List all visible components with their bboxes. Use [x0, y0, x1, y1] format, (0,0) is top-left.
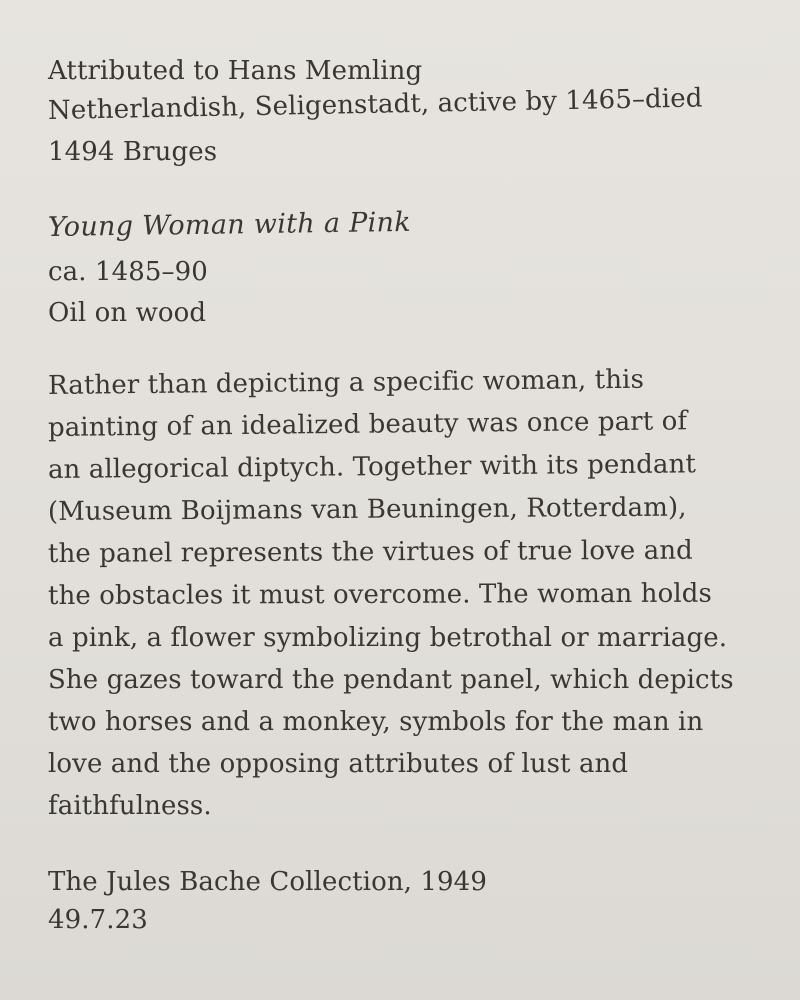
credit-line: The Jules Bache Collection, 1949	[48, 867, 487, 897]
description-line: two horses and a monkey, symbols for the man in	[48, 707, 704, 737]
artist-name: Attributed to Hans Memling	[48, 56, 423, 86]
description-line: (Museum Boijmans van Beuningen, Rotterdam),	[47, 492, 687, 527]
artwork-medium: Oil on wood	[48, 298, 207, 328]
description-line: love and the opposing attributes of lust and	[48, 749, 629, 779]
artist-nationality-line-2: 1494 Bruges	[48, 137, 218, 167]
artwork-title: Young Woman with a Pink	[47, 206, 412, 243]
artist-nationality-line-1: Netherlandish, Seligenstadt, active by 1465–died	[47, 83, 703, 126]
description-line: Rather than depicting a specific woman, this	[47, 364, 645, 401]
description-line: painting of an idealized beauty was once part of	[47, 406, 688, 443]
description-line: the panel represents the virtues of true love and	[47, 535, 693, 569]
accession-number: 49.7.23	[48, 905, 148, 935]
description-line: the obstacles it must overcome. The woman holds	[47, 578, 713, 611]
description-line: an allegorical diptych. Together with its pendant	[47, 449, 697, 485]
artwork-date: ca. 1485–90	[48, 257, 208, 287]
description-line: a pink, a flower symbolizing betrothal or marriage.	[48, 623, 728, 653]
description-line: faithfulness.	[48, 791, 212, 821]
description-line: She gazes toward the pendant panel, which depicts	[48, 665, 734, 695]
